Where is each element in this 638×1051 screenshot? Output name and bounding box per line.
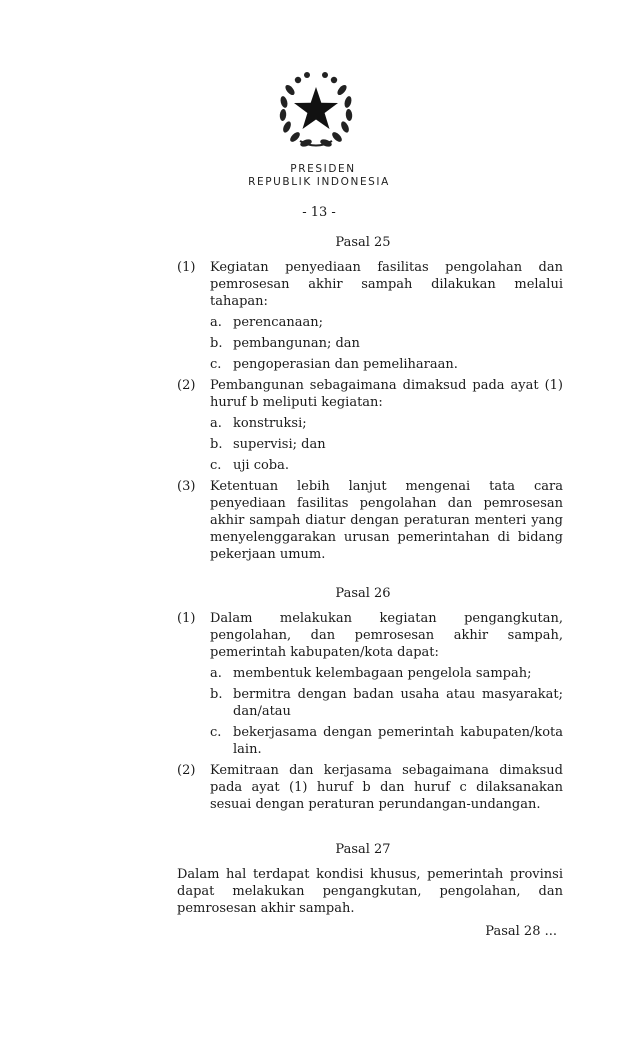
list-letter: a. bbox=[210, 315, 222, 330]
list-letter: b. bbox=[210, 336, 223, 351]
pasal-27-title: Pasal 27 bbox=[335, 842, 391, 857]
list-letter: b. bbox=[210, 437, 223, 452]
list-item bbox=[210, 335, 563, 352]
pasal-26-ayat-1 bbox=[177, 610, 563, 758]
star-icon bbox=[294, 87, 338, 129]
ayat-number: (2) bbox=[177, 378, 196, 393]
list-letter: c. bbox=[210, 357, 222, 372]
ayat-number: (3) bbox=[177, 479, 196, 494]
list-item bbox=[210, 686, 563, 720]
list-letter: c. bbox=[210, 725, 222, 740]
ayat-number: (1) bbox=[177, 260, 196, 275]
ayat-text: Ketentuan lebih lanjut mengenai tata cara penyediaan fasilitas pengolahan dan pemrosesan akhir sampah diatur dengan peraturan menteri yang menyelenggarakan urusan pemerintahan di bidang pekerjaan umum. bbox=[210, 479, 563, 562]
header-president: PRESIDEN bbox=[290, 163, 356, 175]
pasal-25-ayat-2 bbox=[177, 377, 563, 474]
list-text: bekerjasama dengan pemerintah kabupaten/kota lain. bbox=[233, 725, 563, 757]
list-item bbox=[210, 724, 563, 758]
pasal-25-ayat-3 bbox=[177, 478, 563, 563]
presidential-emblem-icon bbox=[276, 70, 356, 150]
ayat-number: (2) bbox=[177, 763, 196, 778]
list-item bbox=[210, 457, 563, 474]
ayat-number: (1) bbox=[177, 611, 196, 626]
pasal-27-text: Dalam hal terdapat kondisi khusus, pemerintah provinsi dapat melakukan pengangkutan, pengolahan, dan pemrosesan akhir sampah. bbox=[177, 867, 563, 916]
list-item bbox=[210, 665, 563, 682]
page-number: - 13 - bbox=[302, 205, 336, 220]
ayat-text: Pembangunan sebagaimana dimaksud pada ayat (1) huruf b meliputi kegiatan: bbox=[210, 378, 563, 410]
list-letter: a. bbox=[210, 416, 222, 431]
list-item bbox=[210, 356, 563, 373]
list-text: perencanaan; bbox=[233, 315, 323, 330]
list-text: konstruksi; bbox=[233, 416, 307, 431]
list-letter: b. bbox=[210, 687, 223, 702]
list-item bbox=[210, 415, 563, 432]
ayat-text: Dalam melakukan kegiatan pengangkutan, pengolahan, dan pemrosesan akhir sampah, pemerintah kabupaten/kota dapat: bbox=[210, 611, 563, 660]
pasal-26-title: Pasal 26 bbox=[335, 586, 391, 601]
list-text: pembangunan; dan bbox=[233, 336, 360, 351]
list-item bbox=[210, 314, 563, 331]
list-letter: c. bbox=[210, 458, 222, 473]
pasal-25-title: Pasal 25 bbox=[335, 235, 391, 250]
list-text: supervisi; dan bbox=[233, 437, 326, 452]
ayat-text: Kegiatan penyediaan fasilitas pengolahan dan pemrosesan akhir sampah dilakukan melalui tahapan: bbox=[210, 260, 563, 309]
ayat-text: Kemitraan dan kerjasama sebagaimana dimaksud pada ayat (1) huruf b dan huruf c dilaksanakan sesuai dengan peraturan perundangan-undangan. bbox=[210, 763, 563, 812]
wreath-top-flowers bbox=[295, 72, 337, 83]
list-letter: a. bbox=[210, 666, 222, 681]
next-page-reference: Pasal 28 ... bbox=[485, 924, 557, 939]
list-text: pengoperasian dan pemeliharaan. bbox=[233, 357, 458, 372]
list-text: bermitra dengan badan usaha atau masyarakat; dan/atau bbox=[233, 687, 563, 719]
list-text: membentuk kelembagaan pengelola sampah; bbox=[233, 666, 532, 681]
header-republic: REPUBLIK INDONESIA bbox=[248, 176, 390, 188]
pasal-25-ayat-1 bbox=[177, 259, 563, 373]
list-item bbox=[210, 436, 563, 453]
document-body bbox=[177, 234, 563, 940]
list-text: uji coba. bbox=[233, 458, 290, 473]
pasal-26-ayat-2 bbox=[177, 762, 563, 813]
